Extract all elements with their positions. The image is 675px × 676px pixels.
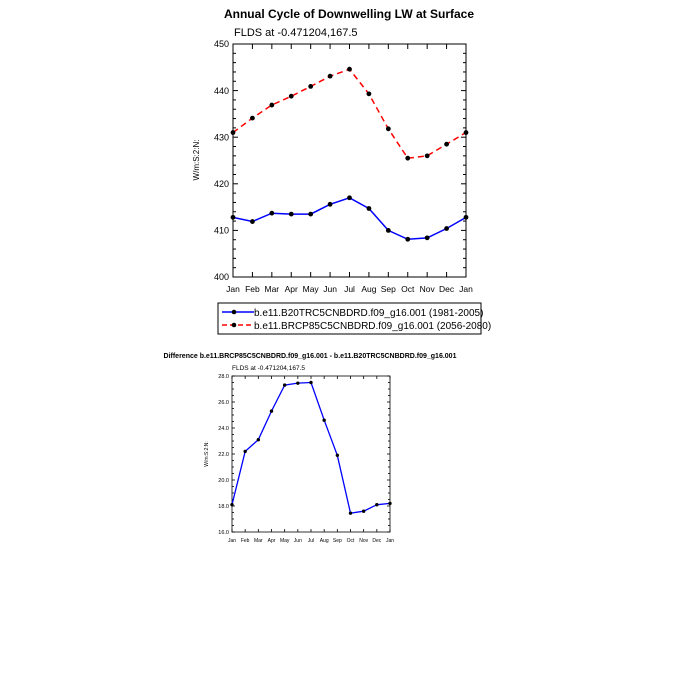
data-point	[362, 510, 365, 513]
chart2-title: Difference b.e11.BRCP85C5CNBDRD.f09_g16.001 - b.e11.B20TRC5CNBDRD.f09_g16.001	[163, 353, 457, 360]
data-point	[250, 219, 255, 224]
chart1-title: Annual Cycle of Downwelling LW at Surface	[223, 7, 475, 21]
y-tick-label: 24.0	[218, 425, 229, 432]
x-tick-label: Jul	[344, 284, 355, 294]
x-tick-label: Dec	[372, 538, 382, 544]
legend-label-hist: b.e11.B20TRC5CNBDRD.f09_g16.001 (1981-2005)	[254, 308, 484, 319]
x-tick-label: Jan	[385, 538, 395, 544]
x-tick-label: Nov	[419, 284, 435, 294]
x-tick-label: Feb	[245, 284, 260, 294]
x-tick-label: Jul	[307, 538, 315, 544]
x-tick-label: Dec	[439, 284, 455, 294]
data-point	[289, 212, 294, 217]
data-point	[386, 228, 391, 233]
data-point	[425, 153, 430, 158]
data-point	[328, 74, 333, 79]
chart1-plot	[214, 39, 473, 294]
data-point	[296, 381, 299, 384]
chart2-plot	[218, 374, 394, 544]
x-tick-label: Aug	[319, 538, 329, 544]
legend-label-rcp: b.e11.BRCP85C5CNBDRD.f09_g16.001 (2056-2080)	[254, 321, 492, 332]
y-tick-label: 26.0	[218, 399, 229, 406]
y-tick-label: 28.0	[218, 373, 229, 380]
x-tick-label: Jun	[323, 284, 337, 294]
data-point	[336, 454, 339, 457]
data-point	[270, 409, 273, 412]
chart1-subtitle: FLDS at -0.471204,167.5	[234, 27, 358, 39]
data-point	[444, 226, 449, 231]
series-line-0	[232, 383, 390, 514]
data-point	[405, 237, 410, 242]
x-tick-label: Apr	[267, 538, 276, 544]
chart2-ylabel: W/m:S:2:N:	[204, 441, 210, 467]
legend-marker-hist	[232, 310, 237, 315]
data-point	[269, 103, 274, 108]
data-point	[231, 130, 236, 135]
data-point	[464, 130, 469, 135]
plot-frame	[233, 44, 466, 277]
x-tick-label: Jan	[227, 538, 237, 544]
data-point	[347, 67, 352, 72]
data-point	[309, 381, 312, 384]
x-tick-label: Nov	[359, 538, 369, 544]
y-tick-label: 450	[213, 39, 229, 50]
chart1-ylabel: W/m:S:2:N:	[192, 139, 201, 181]
data-point	[257, 438, 260, 441]
y-tick-label: 400	[213, 272, 229, 283]
data-point	[349, 511, 352, 514]
data-point	[464, 215, 469, 220]
x-tick-label: May	[279, 538, 290, 544]
y-tick-label: 440	[213, 85, 229, 96]
data-point	[444, 142, 449, 147]
data-point	[405, 156, 410, 161]
data-point	[322, 419, 325, 422]
x-tick-label: Aug	[361, 284, 377, 294]
x-tick-label: Sep	[380, 284, 396, 294]
x-tick-label: Sep	[332, 538, 342, 544]
series-line-1	[233, 69, 466, 158]
data-point	[243, 450, 246, 453]
x-tick-label: Oct	[346, 538, 355, 544]
y-tick-label: 420	[213, 178, 229, 189]
x-tick-label: Feb	[240, 538, 250, 544]
data-point	[375, 503, 378, 506]
data-point	[388, 502, 391, 505]
data-point	[308, 212, 313, 217]
x-tick-label: Oct	[401, 284, 415, 294]
data-point	[347, 195, 352, 200]
data-point	[289, 94, 294, 99]
x-tick-label: Jan	[226, 284, 240, 294]
data-point	[386, 126, 391, 131]
chart1-legend	[218, 303, 491, 334]
x-tick-label: Apr	[284, 284, 298, 294]
legend-marker-rcp	[232, 323, 237, 328]
y-tick-label: 20.0	[218, 477, 229, 484]
data-point	[231, 215, 236, 220]
x-tick-label: May	[302, 284, 319, 294]
x-tick-label: Jan	[459, 284, 473, 294]
x-tick-label: Jun	[293, 538, 302, 544]
data-point	[230, 503, 233, 506]
chart2-subtitle: FLDS at -0.471204,167.5	[232, 365, 305, 372]
series-line-0	[233, 198, 466, 240]
y-tick-label: 18.0	[218, 503, 229, 510]
y-tick-label: 430	[213, 132, 229, 143]
y-tick-label: 410	[213, 225, 229, 236]
data-point	[250, 116, 255, 121]
data-point	[308, 84, 313, 89]
plot-frame	[232, 376, 390, 532]
data-point	[367, 91, 372, 96]
data-point	[425, 235, 430, 240]
data-point	[269, 211, 274, 216]
y-tick-label: 22.0	[218, 451, 229, 458]
data-point	[367, 206, 372, 211]
y-tick-label: 16.0	[218, 529, 229, 536]
x-tick-label: Mar	[254, 538, 263, 544]
x-tick-label: Mar	[264, 284, 280, 294]
data-point	[283, 383, 286, 386]
data-point	[328, 202, 333, 207]
